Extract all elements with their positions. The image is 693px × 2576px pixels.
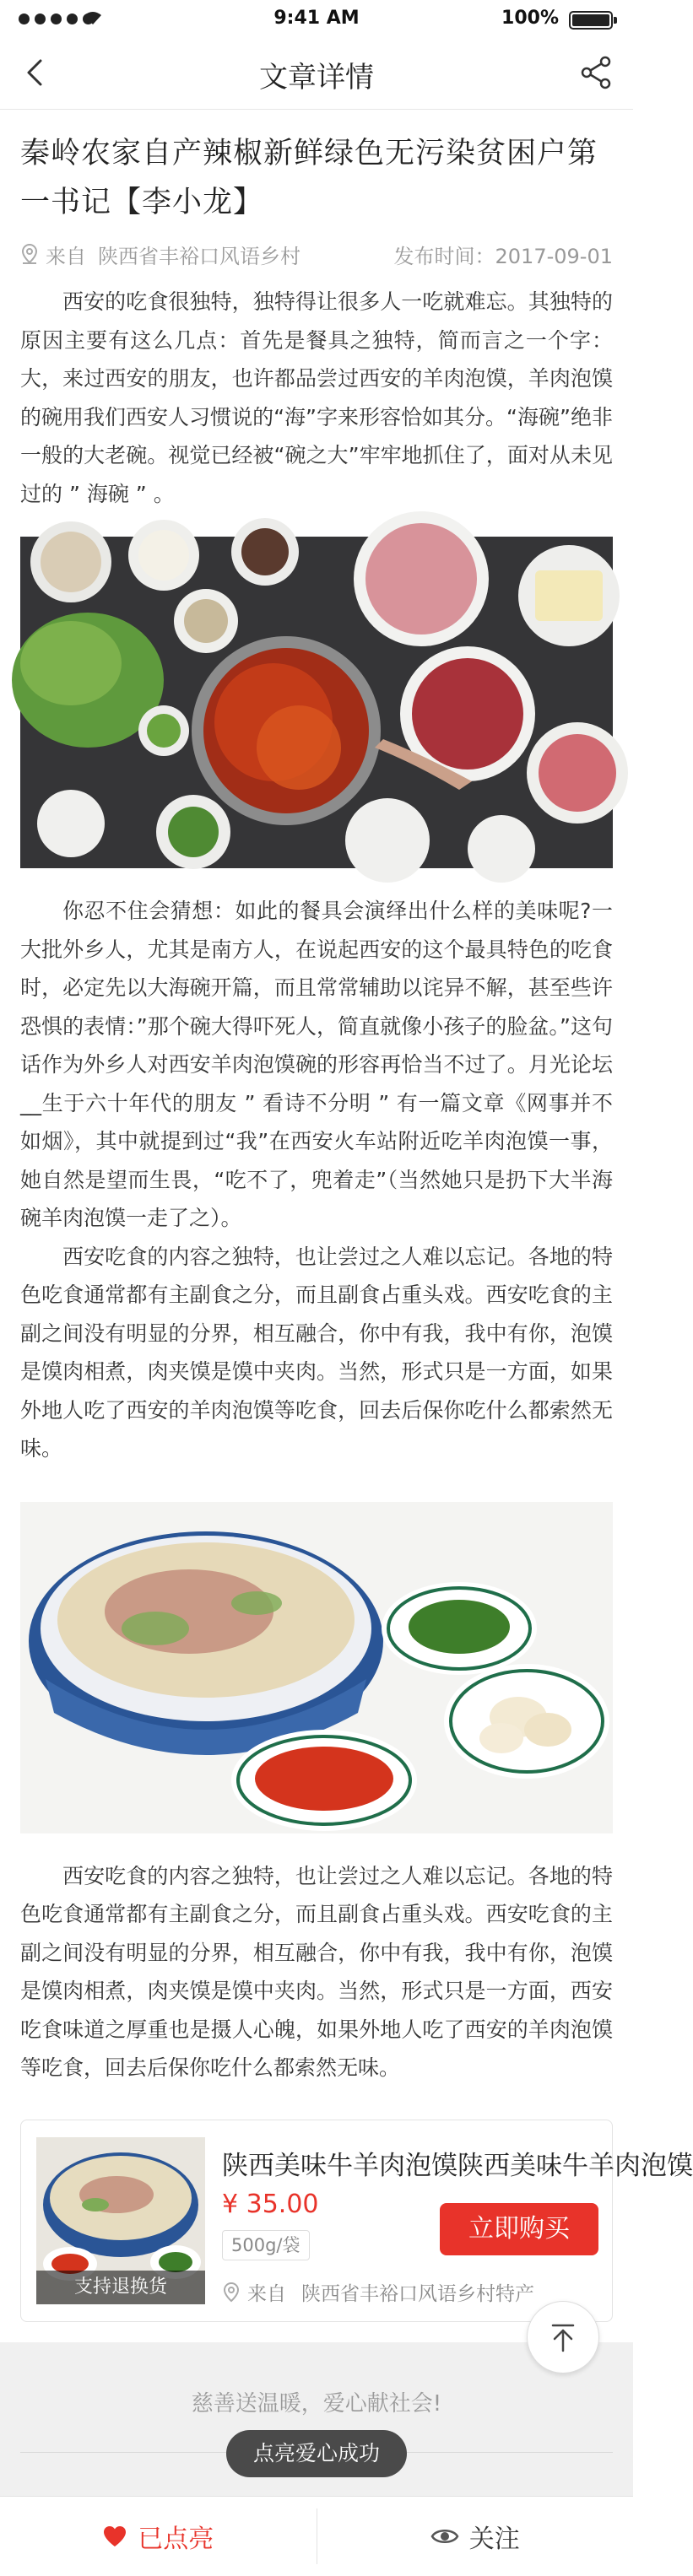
product-spec: 500g/袋 xyxy=(222,2230,310,2260)
origin-name: 陕西省丰裕口风语乡村特产 xyxy=(301,2283,534,2305)
article xyxy=(0,111,633,2087)
product-card[interactable] xyxy=(20,2120,693,2322)
status-time: 9:41 AM xyxy=(273,8,360,29)
location-pin-icon xyxy=(222,2282,241,2303)
article-source xyxy=(20,240,300,269)
source-label: 来自 xyxy=(46,244,86,268)
page-title: 文章详情 xyxy=(259,61,374,95)
charity-slogan: 慈善送温暖，爱心献社会! xyxy=(191,2391,442,2417)
article-paragraph: 西安吃食的内容之独特，也让尝过之人难以忘记。各地的特色吃食通常都有主副食之分，而且副食占重头戏。西安吃食的主副之间没有明显的分界，相互融合，你中有我，我中有你，泡馍是馍肉相煮，肉夹馍是馍中夹肉。当然，形式只是一方面，西安吃食味道之厚重也是摄人心魄，如果外地人吃了西安的羊肉泡馍等吃食，回去后保你吃什么都索然无味。 xyxy=(20,1863,613,2080)
heart-icon xyxy=(102,2525,127,2548)
charity-banner xyxy=(0,2342,633,2496)
status-bar xyxy=(0,0,633,35)
follow-label: 关注 xyxy=(468,2525,520,2554)
like-label: 已点亮 xyxy=(138,2525,214,2554)
origin-label: 来自 xyxy=(247,2283,286,2305)
product-name[interactable]: 陕西美味牛羊肉泡馍陕西美味牛羊肉泡馍 xyxy=(222,2151,693,2181)
eye-icon xyxy=(430,2526,459,2546)
success-toast: 点亮爱心成功 xyxy=(226,2430,407,2477)
share-icon[interactable] xyxy=(577,54,614,91)
location-pin-icon xyxy=(20,243,39,265)
product-price: ¥ 35.00 xyxy=(222,2190,319,2219)
product-thumbnail[interactable] xyxy=(36,2137,205,2304)
return-badge: 支持退换货 xyxy=(36,2271,205,2304)
article-meta xyxy=(20,237,613,271)
hotpot-photo xyxy=(20,537,613,868)
back-to-top-button[interactable] xyxy=(527,2301,599,2373)
arrow-up-icon xyxy=(546,2320,580,2354)
article-paragraph: 西安吃食的内容之独特，也让尝过之人难以忘记。各地的特色吃食通常都有主副食之分，而且副食占重头戏。西安吃食的主副之间没有明显的分界，相互融合，你中有我，我中有你，泡馍是馍肉相煮，肉夹馍是馍中夹肉。当然，形式只是一方面，如果外地人吃了西安的羊肉泡馍等吃食，回去后保你吃什么都索然无味。 xyxy=(20,1244,613,1461)
publish-time: 发布时间：2017-09-01 xyxy=(393,244,613,268)
battery-icon xyxy=(569,11,613,30)
battery-percent: 100% xyxy=(501,8,559,29)
follow-button[interactable] xyxy=(317,2497,634,2576)
source-name[interactable]: 陕西省丰裕口风语乡村 xyxy=(98,244,300,268)
buy-now-button[interactable]: 立即购买 xyxy=(440,2203,598,2255)
nav-bar xyxy=(0,35,633,110)
bottom-action-bar xyxy=(0,2496,633,2576)
like-button[interactable] xyxy=(0,2497,317,2576)
article-title: 秦岭农家自产辣椒新鲜绿色无污染贫困户第一书记【李小龙】 xyxy=(20,137,598,219)
product-origin xyxy=(222,2278,534,2306)
article-paragraph: 西安的吃食很独特，独特得让很多人一吃就难忘。其独特的原因主要有这么几点：首先是餐具之独特，简而言之一个字：大，来过西安的朋友，也许都品尝过西安的羊肉泡馍，羊肉泡馍的碗用我们西安人习惯说的“海”字来形容恰如其分。“海碗”绝非一般的大老碗。视觉已经被“碗之大”牢牢地抓住了，面对从未见过的 ” 海碗 ” 。 xyxy=(20,289,613,506)
paomo-photo xyxy=(20,1502,613,1833)
article-paragraph: 你忍不住会猜想：如此的餐具会演绎出什么样的美味呢?一大批外乡人，尤其是南方人，在说起西安的这个最具特色的吃食时，必定先以大海碗开篇，而且常常辅助以诧异不解，甚至些许恐惧的表情：”那个碗大得吓死人，简直就像小孩子的脸盆。”这句话作为外乡人对西安羊肉泡馍碗的形容再恰当不过了。月光论坛__生于六十年代的朋友 ” 看诗不分明 ” 有一篇文章《网事并不如烟》，其中就提到过“我”在西安火车站附近吃羊肉泡馍一事，她自然是望而生畏，“吃不了，兜着走”（当然她只是扔下大半海碗羊肉泡馍一走了之）。 xyxy=(20,899,613,1230)
